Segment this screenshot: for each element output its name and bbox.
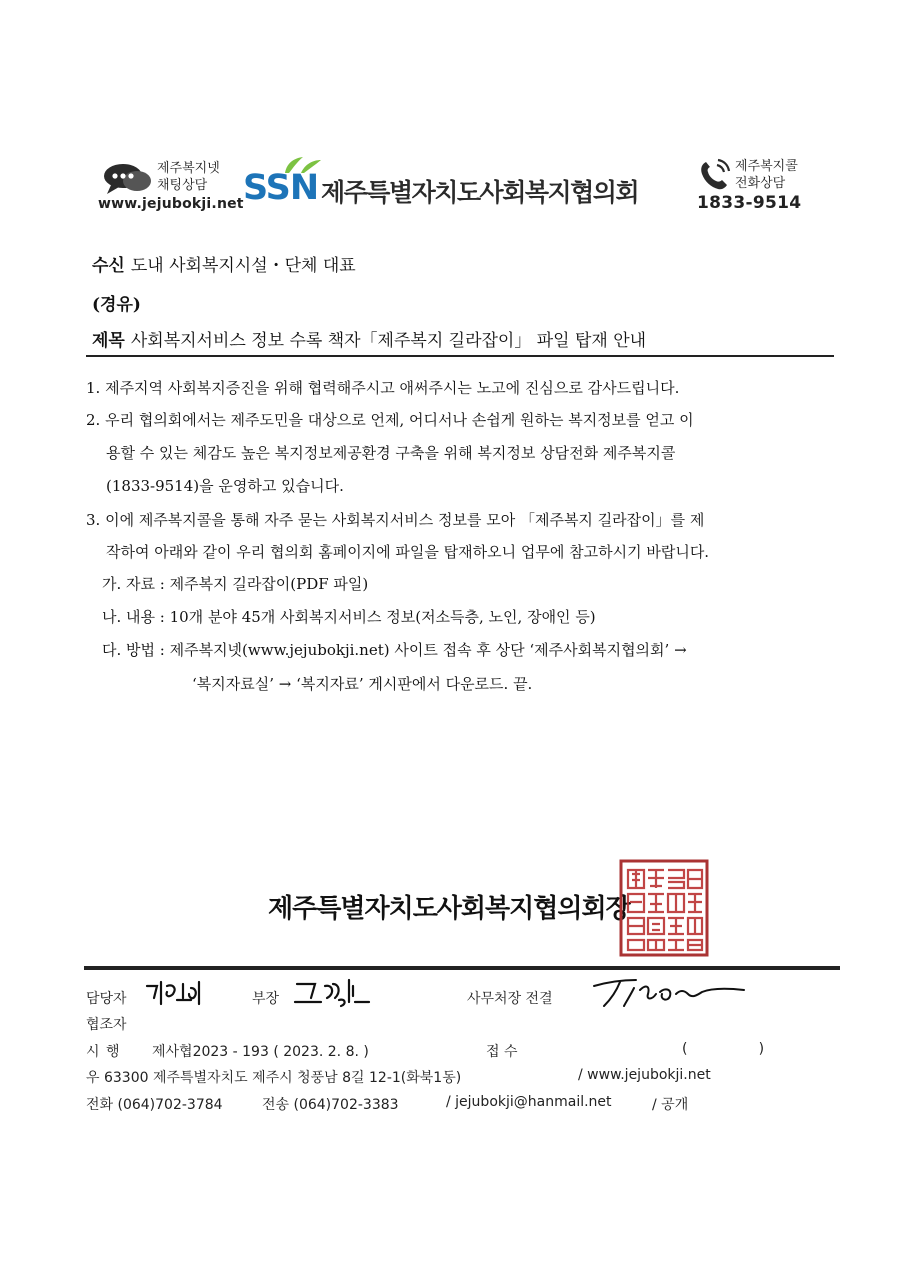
call-label-2: 전화상담 [735, 176, 786, 191]
receipt-value: ( ) [682, 1041, 765, 1057]
issue-value: 제사협2023 - 193 ( 2023. 2. 8. ) [152, 1044, 369, 1060]
manager-signature [293, 976, 373, 1008]
recipient-value: 도내 사회복지시설・단체 대표 [130, 256, 356, 276]
manager-label: 부장 [252, 991, 280, 1007]
via-line [92, 290, 147, 315]
email-address[interactable]: / jejubokji@hanmail.net [446, 1094, 612, 1110]
call-label-1: 제주복지콜 [735, 159, 798, 174]
website-url: www.jejubokji.net [98, 196, 244, 212]
subject-value: 사회복지서비스 정보 수록 책자「제주복지 길라잡이」 파일 탑재 안내 [130, 331, 647, 351]
paragraph-2-line-3: (1833-9514)을 운영하고 있습니다. [106, 477, 344, 495]
paragraph-3-line-2: 작하여 아래와 같이 우리 협의회 홈페이지에 파일을 탑재하오니 업무에 참고하시기 바랍니다. [106, 543, 710, 561]
subject-line [92, 326, 646, 351]
ssn-wordmark: SSN [243, 168, 319, 208]
ssn-logo [243, 156, 693, 216]
footer-divider [84, 966, 840, 970]
paragraph-3-line-1: 3. 이에 제주복지콜을 통해 자주 묻는 사회복지서비스 정보를 모아 「제주복지 길라잡이」를 제 [86, 511, 705, 529]
phone-icon [697, 158, 731, 192]
staff-label: 담당자 [86, 991, 127, 1007]
chat-label-1: 제주복지넷 [157, 161, 220, 176]
fax-number: 전송 (064)702-3383 [262, 1097, 399, 1113]
official-seal [618, 858, 710, 958]
recipient-line [92, 251, 356, 276]
subject-label: 제목 [92, 331, 125, 351]
via-label: (경유) [92, 295, 141, 315]
chat-bubble-icon [101, 161, 155, 197]
phone-number: 전화 (064)702-3784 [86, 1097, 223, 1113]
org-head-signature: 제주특별자치도사회복지협의회장 [268, 894, 630, 924]
header-divider [86, 355, 834, 357]
call-consult-logo [695, 156, 815, 216]
address: 우 63300 제주특별자치도 제주시 청풍남 8길 12-1(화북1동) [86, 1070, 462, 1086]
cooperator-label: 협조자 [86, 1017, 127, 1033]
recipient-label: 수신 [92, 256, 125, 276]
secretary-signature [590, 976, 750, 1010]
chat-label-2: 채팅상담 [157, 178, 208, 193]
website-link[interactable]: / www.jejubokji.net [578, 1067, 711, 1083]
list-item-b: 나. 내용 : 10개 분야 45개 사회복지서비스 정보(저소득층, 노인, 장애인 등) [102, 608, 596, 626]
staff-signature [143, 978, 209, 1006]
list-item-c-line-2: ‘복지자료실’ → ‘복지자료’ 게시판에서 다운로드. 끝. [192, 675, 533, 693]
secretary-label: 사무처장 전결 [467, 991, 553, 1007]
list-item-c-line-1: 다. 방법 : 제주복지넷(www.jejubokji.net) 사이트 접속 후 상단 ‘제주사회복지협의회’ → [102, 641, 687, 659]
chat-consult-logo [95, 158, 245, 218]
list-item-a: 가. 자료 : 제주복지 길라잡이(PDF 파일) [102, 575, 369, 593]
call-number: 1833-9514 [697, 193, 802, 213]
receipt-label: 접 수 [486, 1044, 518, 1060]
disclosure-status: / 공개 [652, 1097, 689, 1113]
paragraph-2-line-2: 용할 수 있는 체감도 높은 복지정보제공환경 구축을 위해 복지정보 상담전화 제주복지콜 [106, 444, 676, 462]
issue-label: 시 행 [86, 1044, 121, 1060]
org-name: 제주특별자치도사회복지협의회 [321, 178, 639, 207]
paragraph-1: 1. 제주지역 사회복지증진을 위해 협력해주시고 애써주시는 노고에 진심으로 감사드립니다. [86, 379, 680, 397]
paragraph-2-line-1: 2. 우리 협의회에서는 제주도민을 대상으로 언제, 어디서나 손쉽게 원하는 복지정보를 얻고 이 [86, 411, 694, 429]
